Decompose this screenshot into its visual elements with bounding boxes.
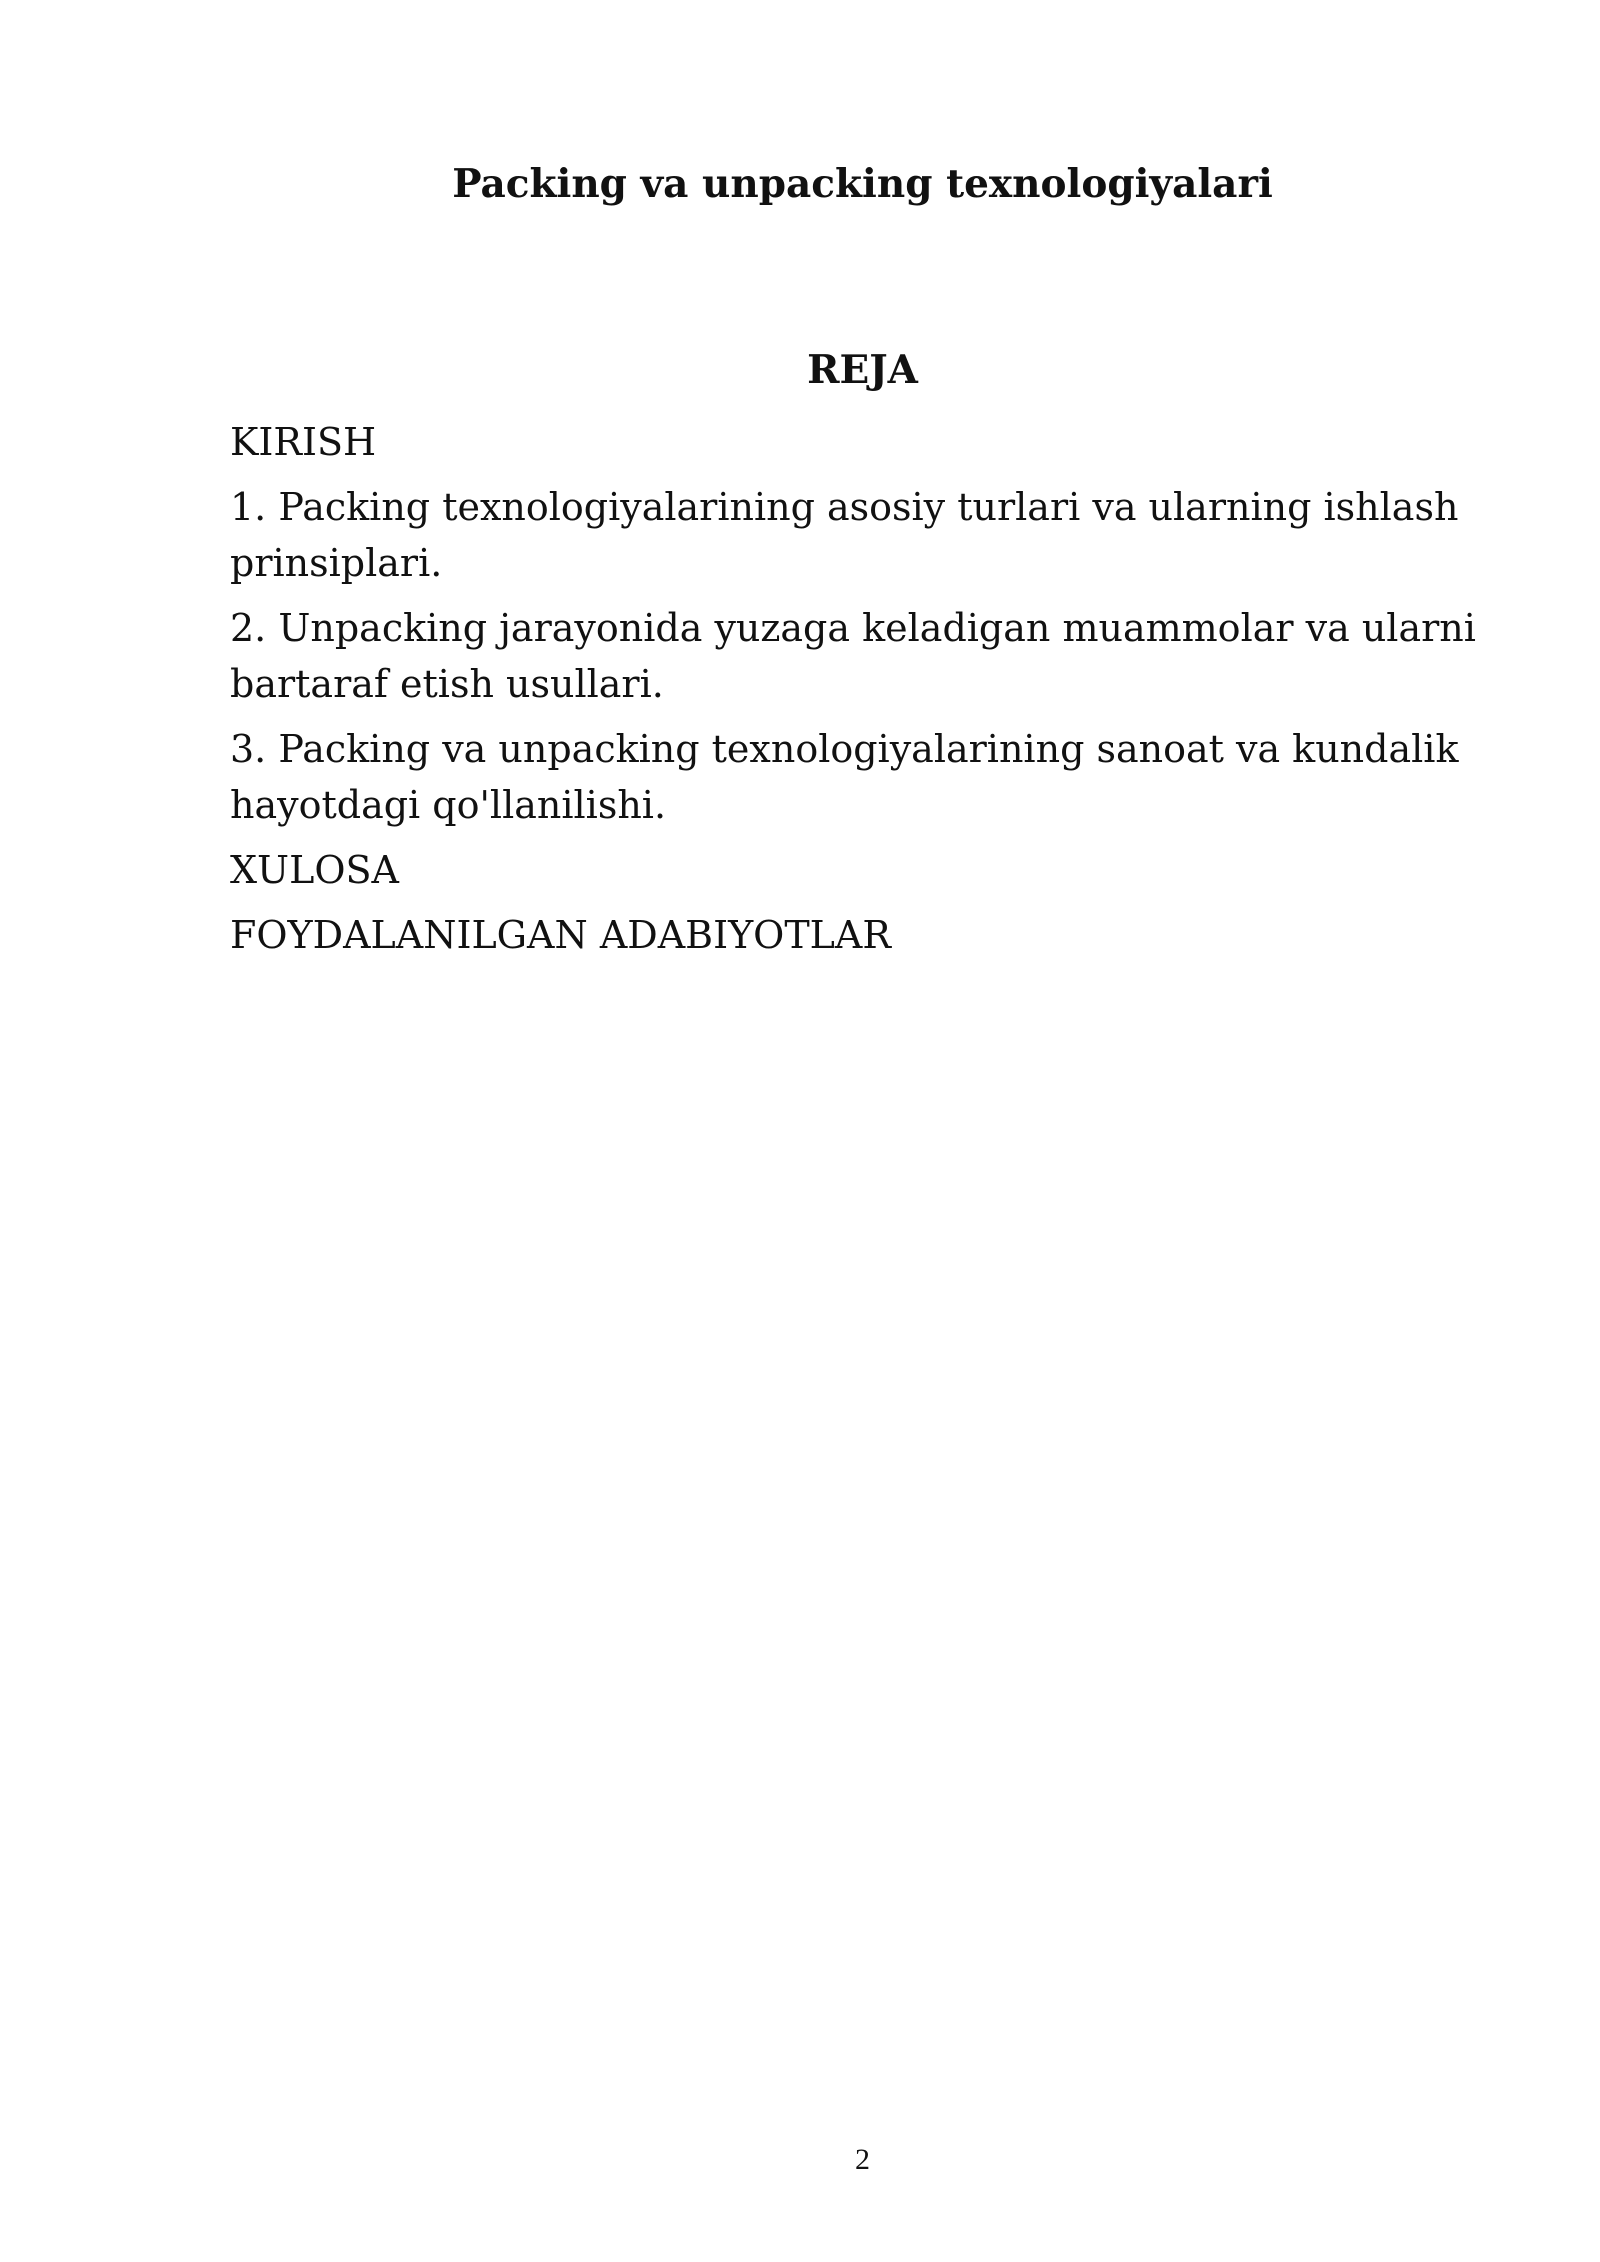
plan-item-introduction: KIRISH <box>230 420 377 464</box>
plan-item-conclusion: XULOSA <box>230 848 399 892</box>
plan-list <box>230 414 1520 972</box>
document-title: Packing va unpacking texnologiyalari <box>452 161 1273 207</box>
plan-item-2: 2. Unpacking jarayonida yuzaga keladigan muammolar va ularni bartaraf etish usullari. <box>230 606 1476 706</box>
plan-item-1: 1. Packing texnologiyalarining asosiy turlari va ularning ishlash prinsiplari. <box>230 485 1459 585</box>
plan-item-references: FOYDALANILGAN ADABIYOTLAR <box>230 913 891 957</box>
plan-item-3: 3. Packing va unpacking texnologiyalarining sanoat va kundalik hayotdagi qo'llanilishi. <box>230 727 1459 827</box>
plan-heading: REJA <box>807 347 918 393</box>
page-number: 2 <box>855 2143 870 2176</box>
